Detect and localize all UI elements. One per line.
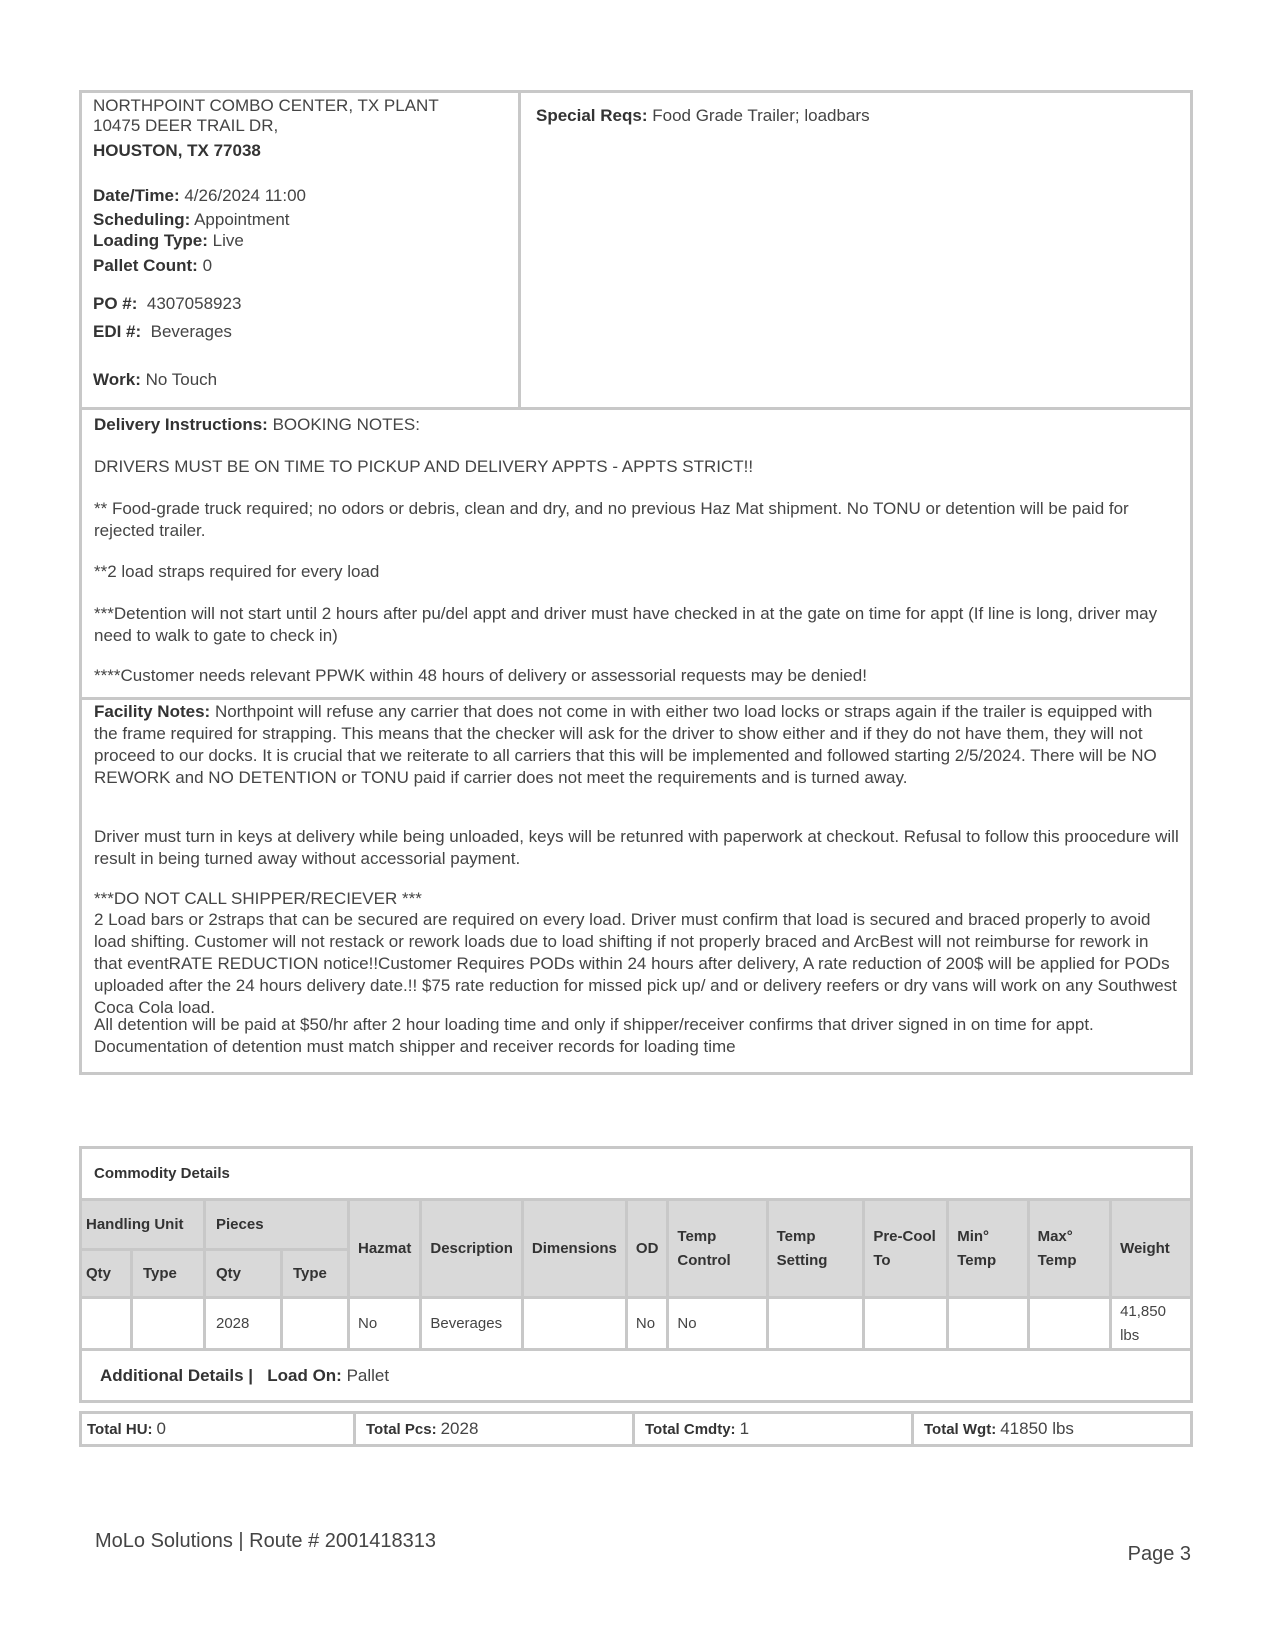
cell-pcs-type <box>282 1298 349 1350</box>
header-description: Description <box>421 1200 523 1298</box>
facility-notes-box <box>79 697 1193 1075</box>
work-value: No Touch <box>145 370 218 389</box>
header-temp-setting: Temp Setting <box>767 1200 864 1298</box>
cell-od: No <box>626 1298 668 1350</box>
delivery-paragraph-2: ** Food-grade truck required; no odors or debris, clean and dry, and no previous Haz Mat shipment. No TONU or detention will be paid for rejected trailer. <box>94 499 1129 540</box>
load-on-value: Pallet <box>346 1365 390 1385</box>
facility-notes-label: Facility Notes: <box>94 702 211 721</box>
special-reqs-label: Special Reqs: <box>536 106 648 125</box>
facility-name: NORTHPOINT COMBO CENTER, TX PLANT <box>93 96 439 115</box>
total-wgt-label: Total Wgt: <box>924 1420 997 1438</box>
commodity-title: Commodity Details <box>81 1148 1192 1200</box>
header-hu-qty: Qty <box>81 1250 132 1298</box>
po-value: 4307058923 <box>146 294 242 313</box>
cell-description: Beverages <box>421 1298 523 1350</box>
scheduling-row <box>93 209 290 231</box>
total-pcs-label: Total Pcs: <box>366 1420 437 1438</box>
cell-temp-setting <box>767 1298 864 1350</box>
datetime-label: Date/Time: <box>93 186 180 205</box>
stop-info-box <box>79 90 1193 410</box>
total-cmdty-value: 1 <box>739 1419 750 1438</box>
delivery-paragraph-3: **2 load straps required for every load <box>94 562 380 581</box>
header-temp-control: Temp Control <box>668 1200 767 1298</box>
cell-pcs-qty: 2028 <box>205 1298 282 1350</box>
commodity-data-row <box>81 1298 1192 1350</box>
total-pcs-value: 2028 <box>440 1419 479 1438</box>
header-pcs-qty: Qty <box>205 1250 282 1298</box>
total-pcs <box>356 1414 635 1444</box>
special-reqs-row <box>536 105 870 127</box>
header-od: OD <box>626 1200 668 1298</box>
work-row <box>93 369 217 391</box>
facility-notes-paragraph-1 <box>94 701 1180 789</box>
po-row <box>93 293 241 315</box>
loading-type-label: Loading Type: <box>93 231 208 250</box>
pallet-count-row <box>93 255 212 277</box>
header-max-temp: Max° Temp <box>1028 1200 1110 1298</box>
facility-notes-text-1: Northpoint will refuse any carrier that does not come in with either two load locks or straps again if the trailer is equipped with the frame required for strapping. This means that the checker will ask for the driver to show either and if they do not have them, they will not proceed to our docks. It is crucial that we reiterate to all carriers that this will be implemented and followed starting 2/5/2024. There will be NO REWORK and NO DETENTION or TONU paid if carrier does not meet the requirements and is turned away. <box>94 702 1157 787</box>
header-pcs-type: Type <box>282 1250 349 1298</box>
totals-bar <box>79 1411 1193 1447</box>
header-dimensions: Dimensions <box>522 1200 626 1298</box>
cell-max-temp <box>1028 1298 1110 1350</box>
commodity-header-row-1 <box>81 1200 1192 1250</box>
header-handling-unit: Handling Unit <box>81 1200 205 1250</box>
total-hu <box>82 1414 356 1444</box>
facility-notes-paragraph-2: Driver must turn in keys at delivery while being unloaded, keys will be retunred with paperwork at checkout. Refusal to follow this proocedure will result in being turned away without accessorial payment. <box>94 827 1179 868</box>
pallet-count-label: Pallet Count: <box>93 256 198 275</box>
facility-notes-paragraph-4: 2 Load bars or 2straps that can be secured are required on every load. Driver must confirm that load is secured and braced properly to avoid load shifting. Customer will not restack or rework loads due to load shifting if not properly braced and ArcBest will not reimburse for rework in that eventRATE REDUCTION notice!!Customer Requires PODs within 24 hours after delivery, A rate reduction of 200$ will be applied for PODs uploaded after the 24 hours delivery date.!! $75 rate reduction for missed pick up/ and or delivery reefers or dry vans will work on any Southwest Coca Cola load. <box>94 910 1177 1017</box>
datetime-row <box>93 185 306 207</box>
commodity-table <box>79 1146 1193 1403</box>
work-label: Work: <box>93 370 141 389</box>
footer-company-route: MoLo Solutions | Route # 2001418313 <box>95 1530 437 1552</box>
special-reqs-panel <box>521 93 1190 407</box>
po-label: PO #: <box>93 294 138 313</box>
header-weight: Weight <box>1111 1200 1192 1298</box>
header-min-temp: Min° Temp <box>948 1200 1028 1298</box>
footer-page-number: Page 3 <box>1127 1543 1191 1565</box>
cell-weight: 41,850 lbs <box>1111 1298 1192 1350</box>
datetime-value: 4/26/2024 11:00 <box>184 186 306 205</box>
cell-dimensions <box>522 1298 626 1350</box>
cell-pre-cool <box>864 1298 948 1350</box>
load-on-label: Load On: <box>267 1365 342 1385</box>
header-pieces: Pieces <box>205 1200 349 1250</box>
additional-details-row <box>81 1350 1192 1402</box>
delivery-instructions-label: Delivery Instructions: <box>94 415 268 434</box>
total-cmdty <box>635 1414 914 1444</box>
total-hu-label: Total HU: <box>87 1420 153 1438</box>
special-reqs-value: Food Grade Trailer; loadbars <box>652 106 870 125</box>
scheduling-label: Scheduling: <box>93 210 191 229</box>
cell-temp-control: No <box>668 1298 767 1350</box>
cell-hu-type <box>132 1298 205 1350</box>
header-hu-type: Type <box>132 1250 205 1298</box>
stop-address-panel <box>82 93 521 407</box>
additional-details-label: Additional Details | <box>100 1365 254 1385</box>
total-hu-value: 0 <box>156 1419 167 1438</box>
pallet-count-value: 0 <box>202 256 213 275</box>
delivery-first-line: BOOKING NOTES: <box>272 415 420 434</box>
total-cmdty-label: Total Cmdty: <box>645 1420 736 1438</box>
delivery-paragraph-5: ****Customer needs relevant PPWK within 48 hours of delivery or assessorial requests may be denied! <box>94 666 867 685</box>
delivery-instructions-heading <box>94 414 1180 436</box>
delivery-paragraph-4: ***Detention will not start until 2 hours after pu/del appt and driver must have checked in at the gate on time for appt (If line is long, driver may need to walk to gate to check in) <box>94 604 1158 645</box>
facility-notes-paragraph-3: ***DO NOT CALL SHIPPER/RECIEVER *** <box>94 889 422 908</box>
city-state-zip: HOUSTON, TX 77038 <box>93 141 261 160</box>
total-wgt-value: 41850 lbs <box>1000 1419 1074 1438</box>
cell-hu-qty <box>81 1298 132 1350</box>
edi-label: EDI #: <box>93 322 142 341</box>
additional-details-cell <box>81 1350 1192 1402</box>
header-hazmat: Hazmat <box>349 1200 421 1298</box>
loading-type-value: Live <box>212 231 244 250</box>
loading-type-row <box>93 230 244 252</box>
commodity-title-row <box>81 1148 1192 1200</box>
scheduling-value: Appointment <box>194 210 290 229</box>
total-wgt <box>914 1414 1190 1444</box>
edi-value: Beverages <box>150 322 232 341</box>
delivery-paragraph-1: DRIVERS MUST BE ON TIME TO PICKUP AND DELIVERY APPTS - APPTS STRICT!! <box>94 457 754 476</box>
address-line: 10475 DEER TRAIL DR, <box>93 116 279 135</box>
delivery-instructions-box <box>79 407 1193 700</box>
edi-row <box>93 321 232 343</box>
header-pre-cool: Pre-Cool To <box>864 1200 948 1298</box>
facility-notes-paragraph-5: All detention will be paid at $50/hr after 2 hour loading time and only if shipper/receiver confirms that driver signed in on time for appt. Documentation of detention must match shipper and receiver records for loading time <box>94 1015 1094 1056</box>
cell-hazmat: No <box>349 1298 421 1350</box>
cell-min-temp <box>948 1298 1028 1350</box>
